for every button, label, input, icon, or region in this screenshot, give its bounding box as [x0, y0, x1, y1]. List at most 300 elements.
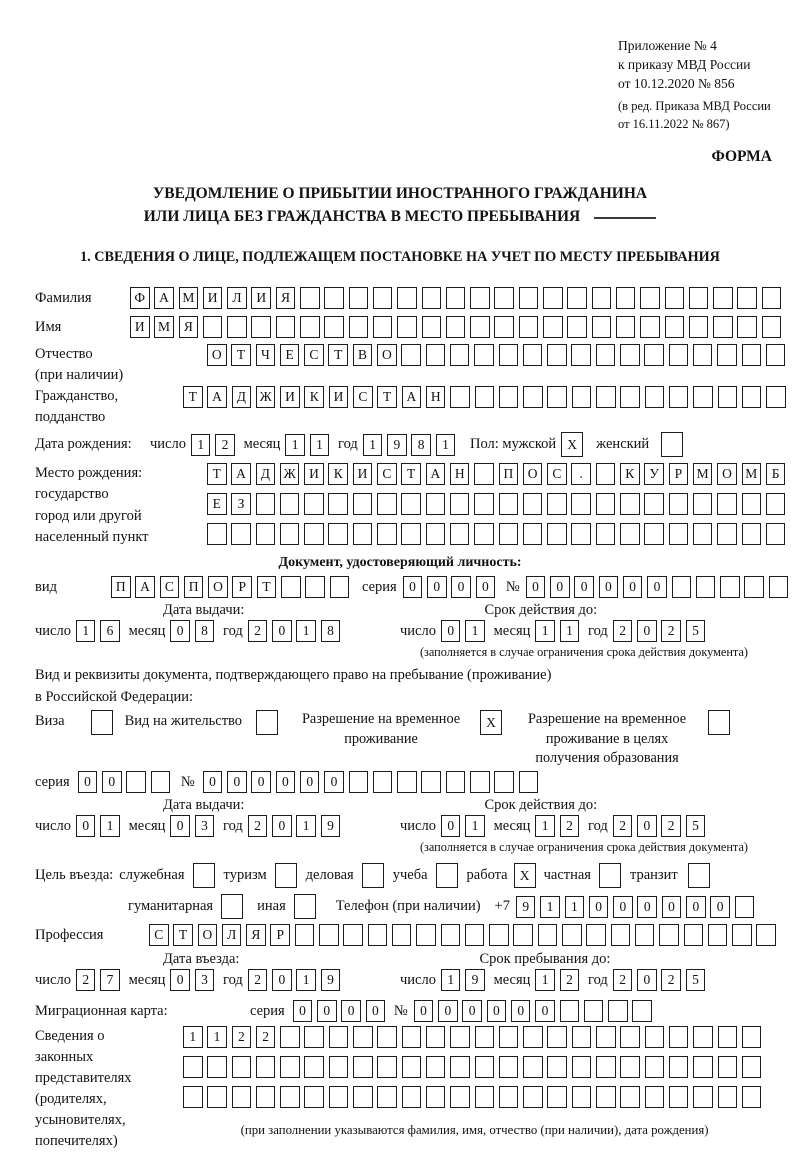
- char-cell[interactable]: П: [184, 576, 204, 598]
- char-cell[interactable]: [766, 493, 786, 515]
- stay-day-cells[interactable]: [441, 969, 490, 991]
- char-cell[interactable]: [349, 287, 369, 309]
- char-cell[interactable]: [474, 463, 494, 485]
- char-cell[interactable]: 0: [251, 771, 271, 793]
- purpose-humanitarian-checkbox[interactable]: [221, 894, 243, 919]
- char-cell[interactable]: 9: [387, 434, 407, 456]
- char-cell[interactable]: [353, 1056, 373, 1078]
- char-cell[interactable]: [547, 1056, 567, 1078]
- char-cell[interactable]: [523, 1026, 543, 1048]
- visa-checkbox[interactable]: [91, 710, 113, 735]
- char-cell[interactable]: [693, 523, 713, 545]
- char-cell[interactable]: [717, 344, 737, 366]
- surname-cells[interactable]: [130, 287, 786, 309]
- char-cell[interactable]: Н: [426, 386, 446, 408]
- char-cell[interactable]: К: [620, 463, 640, 485]
- char-cell[interactable]: [742, 523, 762, 545]
- char-cell[interactable]: 0: [441, 815, 461, 837]
- char-cell[interactable]: 0: [637, 969, 657, 991]
- name-cells[interactable]: [130, 316, 786, 338]
- char-cell[interactable]: Н: [450, 463, 470, 485]
- char-cell[interactable]: Д: [256, 463, 276, 485]
- char-cell[interactable]: [659, 924, 679, 946]
- sex-female-checkbox[interactable]: [661, 432, 683, 457]
- char-cell[interactable]: [708, 710, 730, 735]
- char-cell[interactable]: [329, 1026, 349, 1048]
- char-cell[interactable]: [207, 1086, 227, 1108]
- char-cell[interactable]: .: [571, 463, 591, 485]
- char-cell[interactable]: 1: [183, 1026, 203, 1048]
- char-cell[interactable]: Т: [173, 924, 193, 946]
- char-cell[interactable]: Т: [257, 576, 277, 598]
- char-cell[interactable]: [669, 386, 689, 408]
- char-cell[interactable]: [547, 523, 567, 545]
- char-cell[interactable]: [377, 1086, 397, 1108]
- char-cell[interactable]: 3: [195, 815, 215, 837]
- char-cell[interactable]: И: [251, 287, 271, 309]
- char-cell[interactable]: О: [198, 924, 218, 946]
- char-cell[interactable]: [735, 896, 755, 918]
- char-cell[interactable]: [377, 493, 397, 515]
- char-cell[interactable]: [766, 386, 786, 408]
- char-cell[interactable]: [474, 523, 494, 545]
- char-cell[interactable]: [742, 344, 762, 366]
- char-cell[interactable]: Б: [766, 463, 786, 485]
- char-cell[interactable]: [126, 771, 146, 793]
- char-cell[interactable]: 0: [710, 896, 730, 918]
- char-cell[interactable]: [596, 344, 616, 366]
- char-cell[interactable]: К: [304, 386, 324, 408]
- char-cell[interactable]: [256, 710, 278, 735]
- char-cell[interactable]: [470, 287, 490, 309]
- char-cell[interactable]: [377, 1026, 397, 1048]
- char-cell[interactable]: А: [207, 386, 227, 408]
- char-cell[interactable]: [766, 344, 786, 366]
- char-cell[interactable]: [523, 523, 543, 545]
- char-cell[interactable]: [426, 1026, 446, 1048]
- char-cell[interactable]: А: [135, 576, 155, 598]
- char-cell[interactable]: 1: [296, 969, 316, 991]
- char-cell[interactable]: [608, 1000, 628, 1022]
- char-cell[interactable]: О: [717, 463, 737, 485]
- char-cell[interactable]: [645, 386, 665, 408]
- permit-issue-year-cells[interactable]: [248, 815, 345, 837]
- char-cell[interactable]: О: [523, 463, 543, 485]
- char-cell[interactable]: [446, 287, 466, 309]
- char-cell[interactable]: Т: [183, 386, 203, 408]
- birth-month-cells[interactable]: [285, 434, 334, 456]
- char-cell[interactable]: [596, 463, 616, 485]
- rvp-checkbox[interactable]: [480, 710, 502, 735]
- char-cell[interactable]: 1: [560, 620, 580, 642]
- char-cell[interactable]: [227, 316, 247, 338]
- residence-permit-checkbox[interactable]: [256, 710, 278, 735]
- char-cell[interactable]: И: [353, 463, 373, 485]
- char-cell[interactable]: [669, 1026, 689, 1048]
- char-cell[interactable]: [693, 493, 713, 515]
- char-cell[interactable]: 0: [613, 896, 633, 918]
- char-cell[interactable]: 8: [411, 434, 431, 456]
- char-cell[interactable]: [329, 1086, 349, 1108]
- char-cell[interactable]: 0: [317, 1000, 337, 1022]
- char-cell[interactable]: 0: [300, 771, 320, 793]
- char-cell[interactable]: [256, 1086, 276, 1108]
- char-cell[interactable]: 0: [526, 576, 546, 598]
- char-cell[interactable]: [560, 1000, 580, 1022]
- char-cell[interactable]: Р: [270, 924, 290, 946]
- char-cell[interactable]: 1: [363, 434, 383, 456]
- permit-issue-month-cells[interactable]: [170, 815, 219, 837]
- char-cell[interactable]: 0: [441, 620, 461, 642]
- char-cell[interactable]: 0: [647, 576, 667, 598]
- char-cell[interactable]: [538, 924, 558, 946]
- char-cell[interactable]: 7: [100, 969, 120, 991]
- entry-year-cells[interactable]: [248, 969, 345, 991]
- char-cell[interactable]: [256, 1056, 276, 1078]
- char-cell[interactable]: [684, 924, 704, 946]
- migration-series-cells[interactable]: [293, 1000, 390, 1022]
- char-cell[interactable]: 0: [487, 1000, 507, 1022]
- char-cell[interactable]: Я: [276, 287, 296, 309]
- char-cell[interactable]: Р: [669, 463, 689, 485]
- char-cell[interactable]: [349, 771, 369, 793]
- char-cell[interactable]: [499, 1056, 519, 1078]
- char-cell[interactable]: А: [402, 386, 422, 408]
- entry-day-cells[interactable]: [76, 969, 125, 991]
- char-cell[interactable]: 2: [661, 815, 681, 837]
- char-cell[interactable]: [596, 1026, 616, 1048]
- char-cell[interactable]: [232, 1056, 252, 1078]
- char-cell[interactable]: 0: [276, 771, 296, 793]
- migration-number-cells[interactable]: [414, 1000, 657, 1022]
- char-cell[interactable]: 1: [565, 896, 585, 918]
- char-cell[interactable]: [446, 771, 466, 793]
- char-cell[interactable]: [422, 287, 442, 309]
- char-cell[interactable]: [744, 576, 764, 598]
- char-cell[interactable]: [402, 1026, 422, 1048]
- char-cell[interactable]: [499, 1026, 519, 1048]
- citizenship-cells[interactable]: [183, 386, 790, 408]
- phone-cells[interactable]: [516, 896, 759, 918]
- char-cell[interactable]: [519, 287, 539, 309]
- char-cell[interactable]: [183, 1086, 203, 1108]
- char-cell[interactable]: 0: [462, 1000, 482, 1022]
- char-cell[interactable]: [343, 924, 363, 946]
- char-cell[interactable]: И: [280, 386, 300, 408]
- char-cell[interactable]: [232, 1086, 252, 1108]
- blank-underline[interactable]: [594, 217, 656, 219]
- char-cell[interactable]: [295, 924, 315, 946]
- char-cell[interactable]: [620, 523, 640, 545]
- id-doc-type-cells[interactable]: [111, 576, 354, 598]
- char-cell[interactable]: [450, 344, 470, 366]
- char-cell[interactable]: [475, 1026, 495, 1048]
- char-cell[interactable]: 0: [227, 771, 247, 793]
- char-cell[interactable]: [207, 1056, 227, 1078]
- char-cell[interactable]: [640, 316, 660, 338]
- char-cell[interactable]: 0: [511, 1000, 531, 1022]
- char-cell[interactable]: [708, 924, 728, 946]
- char-cell[interactable]: 0: [366, 1000, 386, 1022]
- char-cell[interactable]: Т: [207, 463, 227, 485]
- char-cell[interactable]: И: [130, 316, 150, 338]
- char-cell[interactable]: 1: [310, 434, 330, 456]
- char-cell[interactable]: [353, 493, 373, 515]
- char-cell[interactable]: [349, 316, 369, 338]
- char-cell[interactable]: [353, 1026, 373, 1048]
- char-cell[interactable]: [635, 924, 655, 946]
- char-cell[interactable]: [207, 523, 227, 545]
- char-cell[interactable]: 8: [321, 620, 341, 642]
- char-cell[interactable]: [762, 287, 782, 309]
- char-cell[interactable]: З: [231, 493, 251, 515]
- id-expiry-year-cells[interactable]: [613, 620, 710, 642]
- char-cell[interactable]: [620, 1086, 640, 1108]
- char-cell[interactable]: 2: [560, 969, 580, 991]
- char-cell[interactable]: 0: [637, 620, 657, 642]
- id-doc-series-cells[interactable]: [403, 576, 500, 598]
- char-cell[interactable]: [620, 493, 640, 515]
- char-cell[interactable]: 0: [272, 969, 292, 991]
- char-cell[interactable]: [465, 924, 485, 946]
- birthplace-cells-row2[interactable]: [207, 493, 790, 515]
- char-cell[interactable]: 1: [191, 434, 211, 456]
- char-cell[interactable]: [742, 493, 762, 515]
- char-cell[interactable]: [523, 386, 543, 408]
- char-cell[interactable]: [368, 924, 388, 946]
- char-cell[interactable]: 6: [100, 620, 120, 642]
- char-cell[interactable]: 0: [637, 896, 657, 918]
- char-cell[interactable]: [304, 493, 324, 515]
- permit-issue-day-cells[interactable]: [76, 815, 125, 837]
- char-cell[interactable]: [742, 386, 762, 408]
- char-cell[interactable]: С: [547, 463, 567, 485]
- char-cell[interactable]: Я: [179, 316, 199, 338]
- char-cell[interactable]: О: [208, 576, 228, 598]
- permit-expiry-year-cells[interactable]: [613, 815, 710, 837]
- char-cell[interactable]: [450, 1056, 470, 1078]
- char-cell[interactable]: [401, 344, 421, 366]
- char-cell[interactable]: 0: [599, 576, 619, 598]
- char-cell[interactable]: [713, 316, 733, 338]
- char-cell[interactable]: [446, 316, 466, 338]
- purpose-official-checkbox[interactable]: [193, 863, 215, 888]
- char-cell[interactable]: С: [304, 344, 324, 366]
- char-cell[interactable]: 9: [516, 896, 536, 918]
- char-cell[interactable]: [572, 1056, 592, 1078]
- birth-year-cells[interactable]: [363, 434, 460, 456]
- char-cell[interactable]: [397, 771, 417, 793]
- char-cell[interactable]: [596, 493, 616, 515]
- char-cell[interactable]: У: [644, 463, 664, 485]
- char-cell[interactable]: [397, 316, 417, 338]
- char-cell[interactable]: [91, 710, 113, 735]
- char-cell[interactable]: [401, 493, 421, 515]
- char-cell[interactable]: [499, 493, 519, 515]
- char-cell[interactable]: 1: [76, 620, 96, 642]
- char-cell[interactable]: [276, 316, 296, 338]
- char-cell[interactable]: [280, 1026, 300, 1048]
- char-cell[interactable]: Я: [246, 924, 266, 946]
- char-cell[interactable]: 0: [102, 771, 122, 793]
- char-cell[interactable]: [328, 523, 348, 545]
- char-cell[interactable]: [470, 316, 490, 338]
- char-cell[interactable]: [571, 493, 591, 515]
- char-cell[interactable]: Ф: [130, 287, 150, 309]
- birth-day-cells[interactable]: [191, 434, 240, 456]
- char-cell[interactable]: А: [426, 463, 446, 485]
- char-cell[interactable]: 8: [195, 620, 215, 642]
- profession-cells[interactable]: [149, 924, 781, 946]
- entry-month-cells[interactable]: [170, 969, 219, 991]
- purpose-private-checkbox[interactable]: [599, 863, 621, 888]
- char-cell[interactable]: [330, 576, 350, 598]
- char-cell[interactable]: [304, 1056, 324, 1078]
- char-cell[interactable]: 2: [613, 815, 633, 837]
- char-cell[interactable]: [756, 924, 776, 946]
- char-cell[interactable]: [616, 316, 636, 338]
- char-cell[interactable]: [221, 894, 243, 919]
- char-cell[interactable]: 0: [272, 620, 292, 642]
- char-cell[interactable]: [426, 493, 446, 515]
- id-issue-month-cells[interactable]: [170, 620, 219, 642]
- char-cell[interactable]: [693, 1056, 713, 1078]
- char-cell[interactable]: [426, 1086, 446, 1108]
- char-cell[interactable]: [470, 771, 490, 793]
- char-cell[interactable]: [571, 344, 591, 366]
- char-cell[interactable]: [742, 1086, 762, 1108]
- char-cell[interactable]: [474, 344, 494, 366]
- char-cell[interactable]: 2: [661, 620, 681, 642]
- char-cell[interactable]: [426, 344, 446, 366]
- char-cell[interactable]: 1: [540, 896, 560, 918]
- char-cell[interactable]: [592, 316, 612, 338]
- char-cell[interactable]: [547, 493, 567, 515]
- char-cell[interactable]: [300, 287, 320, 309]
- char-cell[interactable]: [324, 316, 344, 338]
- char-cell[interactable]: [661, 432, 683, 457]
- char-cell[interactable]: [304, 1086, 324, 1108]
- char-cell[interactable]: [769, 576, 789, 598]
- char-cell[interactable]: [305, 576, 325, 598]
- char-cell[interactable]: 1: [535, 969, 555, 991]
- char-cell[interactable]: [620, 1056, 640, 1078]
- char-cell[interactable]: [620, 386, 640, 408]
- char-cell[interactable]: [718, 1086, 738, 1108]
- char-cell[interactable]: 2: [215, 434, 235, 456]
- char-cell[interactable]: 2: [248, 815, 268, 837]
- char-cell[interactable]: [543, 287, 563, 309]
- char-cell[interactable]: [183, 1056, 203, 1078]
- char-cell[interactable]: [599, 863, 621, 888]
- char-cell[interactable]: [742, 1056, 762, 1078]
- char-cell[interactable]: [672, 576, 692, 598]
- char-cell[interactable]: О: [207, 344, 227, 366]
- char-cell[interactable]: 9: [465, 969, 485, 991]
- char-cell[interactable]: [475, 1056, 495, 1078]
- char-cell[interactable]: [300, 316, 320, 338]
- char-cell[interactable]: 1: [465, 815, 485, 837]
- id-issue-day-cells[interactable]: [76, 620, 125, 642]
- char-cell[interactable]: С: [149, 924, 169, 946]
- permit-series-cells[interactable]: [78, 771, 175, 793]
- char-cell[interactable]: [450, 1086, 470, 1108]
- char-cell[interactable]: 1: [535, 815, 555, 837]
- char-cell[interactable]: 1: [535, 620, 555, 642]
- char-cell[interactable]: [592, 287, 612, 309]
- char-cell[interactable]: [281, 576, 301, 598]
- char-cell[interactable]: [596, 1056, 616, 1078]
- char-cell[interactable]: [762, 316, 782, 338]
- char-cell[interactable]: [426, 1056, 446, 1078]
- char-cell[interactable]: 0: [686, 896, 706, 918]
- char-cell[interactable]: [256, 493, 276, 515]
- char-cell[interactable]: [718, 1056, 738, 1078]
- char-cell[interactable]: 5: [686, 969, 706, 991]
- char-cell[interactable]: [280, 493, 300, 515]
- char-cell[interactable]: 0: [324, 771, 344, 793]
- char-cell[interactable]: [562, 924, 582, 946]
- char-cell[interactable]: [401, 523, 421, 545]
- patronymic-cells[interactable]: [207, 344, 790, 366]
- char-cell[interactable]: X: [480, 710, 502, 735]
- char-cell[interactable]: М: [154, 316, 174, 338]
- char-cell[interactable]: [766, 523, 786, 545]
- char-cell[interactable]: [450, 1026, 470, 1048]
- char-cell[interactable]: [329, 1056, 349, 1078]
- rvp-edu-checkbox[interactable]: [708, 710, 730, 735]
- char-cell[interactable]: 0: [78, 771, 98, 793]
- char-cell[interactable]: Л: [227, 287, 247, 309]
- char-cell[interactable]: [737, 316, 757, 338]
- char-cell[interactable]: С: [353, 386, 373, 408]
- char-cell[interactable]: 2: [613, 969, 633, 991]
- char-cell[interactable]: О: [377, 344, 397, 366]
- char-cell[interactable]: [567, 287, 587, 309]
- char-cell[interactable]: 0: [438, 1000, 458, 1022]
- char-cell[interactable]: X: [514, 863, 536, 888]
- char-cell[interactable]: [523, 493, 543, 515]
- char-cell[interactable]: [645, 1086, 665, 1108]
- char-cell[interactable]: [693, 1026, 713, 1048]
- birthplace-cells-row3[interactable]: [207, 523, 790, 545]
- char-cell[interactable]: [689, 316, 709, 338]
- char-cell[interactable]: 0: [662, 896, 682, 918]
- char-cell[interactable]: [693, 344, 713, 366]
- char-cell[interactable]: [373, 771, 393, 793]
- char-cell[interactable]: 2: [248, 969, 268, 991]
- char-cell[interactable]: 1: [465, 620, 485, 642]
- char-cell[interactable]: [280, 1056, 300, 1078]
- char-cell[interactable]: [416, 924, 436, 946]
- char-cell[interactable]: [547, 1026, 567, 1048]
- char-cell[interactable]: [523, 344, 543, 366]
- char-cell[interactable]: [611, 924, 631, 946]
- char-cell[interactable]: К: [328, 463, 348, 485]
- char-cell[interactable]: [474, 493, 494, 515]
- char-cell[interactable]: Т: [328, 344, 348, 366]
- char-cell[interactable]: [571, 523, 591, 545]
- char-cell[interactable]: 0: [476, 576, 496, 598]
- char-cell[interactable]: [402, 1056, 422, 1078]
- legal-reps-cells-row2[interactable]: [183, 1056, 766, 1078]
- char-cell[interactable]: [543, 316, 563, 338]
- char-cell[interactable]: [494, 771, 514, 793]
- char-cell[interactable]: А: [231, 463, 251, 485]
- char-cell[interactable]: [688, 863, 710, 888]
- char-cell[interactable]: 0: [170, 620, 190, 642]
- char-cell[interactable]: 3: [195, 969, 215, 991]
